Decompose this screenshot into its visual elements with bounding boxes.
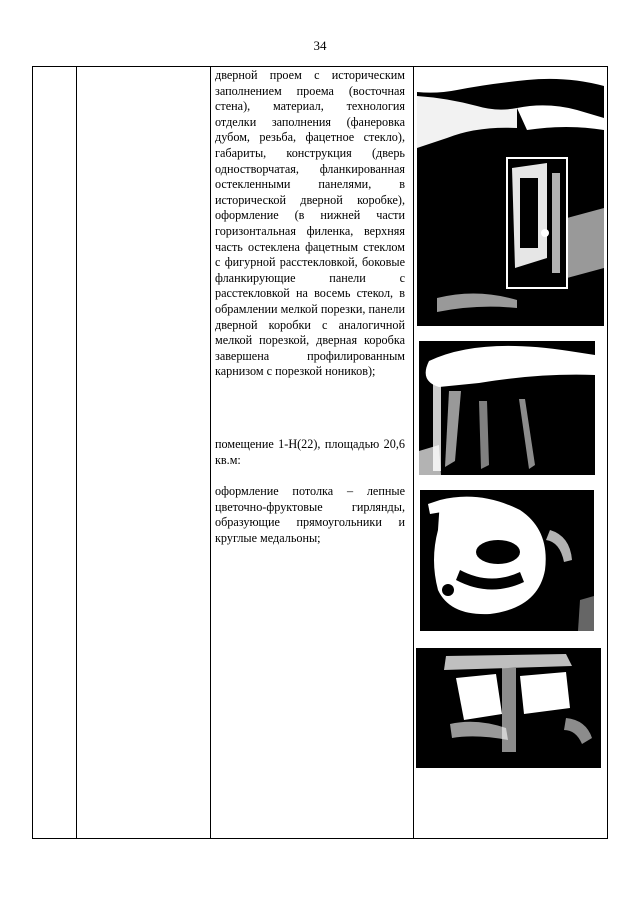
room-heading: помещение 1-Н(22), площадью 20,6 кв.м: (215, 437, 405, 467)
door-description: дверной проем с историческим заполнением проема (восточная стена), материал, технология отделки заполнения (фанеровка дубом, резьба, фацетное стекло), габариты, конструкция (дверь одностворчатая, фланкированная остекленными панелями, в исторической дверной коробке), оформление (в нижней части горизонтальная филенка, верхняя часть остеклена фацетным стеклом с фигурной расстекловкой, боковые фланкирующие панели с расстекловкой на восемь стекол, в обрамлении мелкой порезки, панели дверной коробки с аналогичной мелкой порезкой, дверная коробка завершена профилированным карнизом с порезкой ноников); (215, 68, 405, 379)
ceiling-medallion-photo (420, 490, 594, 631)
column-divider (413, 67, 414, 838)
ceiling-description: оформление потолка – лепные цветочно-фруктовые гирлянды, образующие прямоугольники и круглые медальоны; (215, 484, 405, 545)
page-number: 34 (313, 38, 327, 53)
ceiling-corner-photo (419, 341, 595, 475)
ceiling-panel-photo (416, 648, 601, 768)
column-divider (76, 67, 77, 838)
column-divider (210, 67, 211, 838)
doorway-photo (417, 68, 604, 326)
